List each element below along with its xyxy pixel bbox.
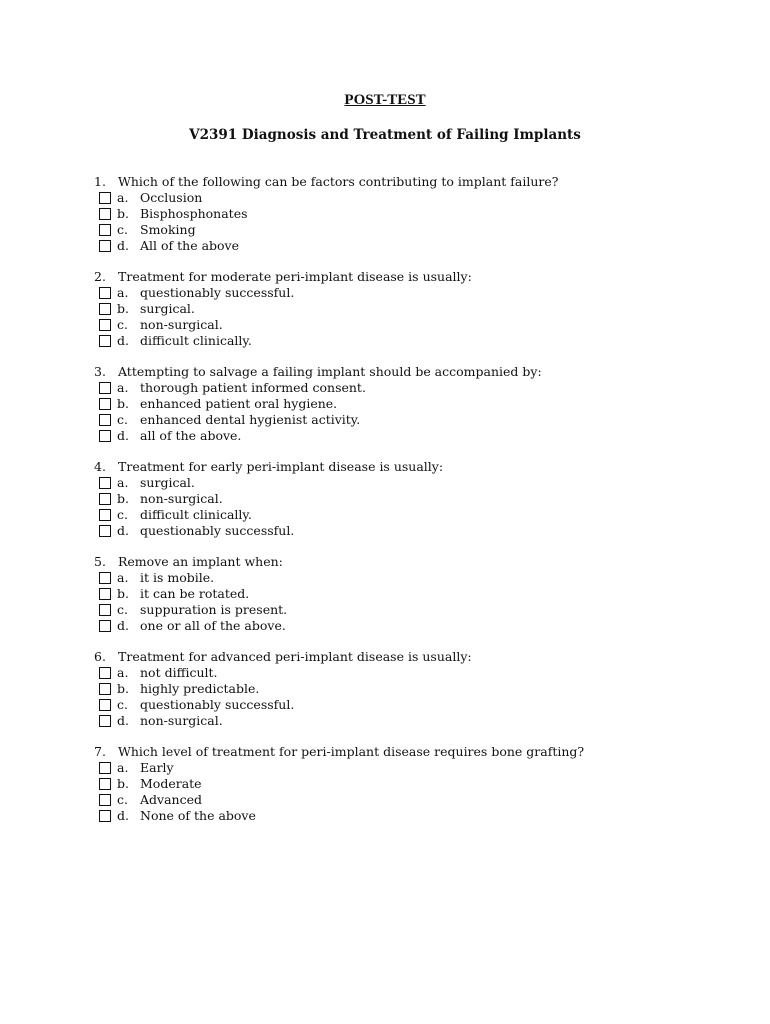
answer-checkbox[interactable]: [99, 794, 111, 806]
answer-checkbox[interactable]: [99, 778, 111, 790]
answer-checkbox[interactable]: [99, 699, 111, 711]
question-number: 6.: [94, 649, 106, 664]
question-7: [0, 744, 770, 824]
answer-checkbox[interactable]: [99, 240, 111, 252]
answer-checkbox[interactable]: [99, 192, 111, 204]
answer-checkbox[interactable]: [99, 477, 111, 489]
option-letter: a.: [117, 475, 129, 490]
option-letter: d.: [117, 333, 129, 348]
option-letter: b.: [117, 301, 129, 316]
option-letter: b.: [117, 491, 129, 506]
option-text: All of the above: [140, 238, 240, 253]
answer-checkbox[interactable]: [99, 588, 111, 600]
answer-option[interactable]: [0, 776, 770, 792]
option-letter: c.: [117, 602, 128, 617]
option-text: Early: [140, 760, 174, 775]
option-letter: a.: [117, 285, 129, 300]
question-number: 7.: [94, 744, 106, 759]
page-subtitle: V2391 Diagnosis and Treatment of Failing Implants: [189, 127, 581, 143]
answer-option[interactable]: [0, 602, 770, 618]
answer-option[interactable]: [0, 285, 770, 301]
option-letter: a.: [117, 570, 129, 585]
option-letter: d.: [117, 713, 129, 728]
answer-option[interactable]: [0, 333, 770, 349]
option-text: Moderate: [140, 776, 202, 791]
answer-checkbox[interactable]: [99, 683, 111, 695]
option-letter: c.: [117, 317, 128, 332]
option-text: highly predictable.: [140, 681, 260, 696]
answer-checkbox[interactable]: [99, 810, 111, 822]
question-text: Treatment for early peri-implant disease is usually:: [118, 459, 444, 474]
answer-checkbox[interactable]: [99, 667, 111, 679]
option-letter: c.: [117, 412, 128, 427]
question-list: [0, 174, 770, 839]
answer-option[interactable]: [0, 412, 770, 428]
answer-option[interactable]: [0, 396, 770, 412]
option-letter: b.: [117, 681, 129, 696]
answer-checkbox[interactable]: [99, 715, 111, 727]
answer-option[interactable]: [0, 697, 770, 713]
question-text: Which level of treatment for peri-implant disease requires bone grafting?: [118, 744, 585, 759]
option-text: non-surgical.: [140, 713, 223, 728]
option-letter: b.: [117, 206, 129, 221]
option-letter: d.: [117, 238, 129, 253]
page-title: POST-TEST: [344, 92, 426, 108]
answer-option[interactable]: [0, 570, 770, 586]
answer-option[interactable]: [0, 428, 770, 444]
question-line: [0, 269, 770, 285]
answer-option[interactable]: [0, 760, 770, 776]
answer-option[interactable]: [0, 665, 770, 681]
question-6: [0, 649, 770, 729]
answer-option[interactable]: [0, 491, 770, 507]
answer-option[interactable]: [0, 301, 770, 317]
answer-checkbox[interactable]: [99, 414, 111, 426]
answer-checkbox[interactable]: [99, 620, 111, 632]
answer-checkbox[interactable]: [99, 382, 111, 394]
answer-option[interactable]: [0, 713, 770, 729]
option-letter: d.: [117, 428, 129, 443]
option-letter: b.: [117, 586, 129, 601]
answer-option[interactable]: [0, 206, 770, 222]
answer-checkbox[interactable]: [99, 319, 111, 331]
option-letter: a.: [117, 190, 129, 205]
question-text: Remove an implant when:: [118, 554, 283, 569]
answer-checkbox[interactable]: [99, 303, 111, 315]
answer-option[interactable]: [0, 317, 770, 333]
question-number: 5.: [94, 554, 106, 569]
answer-option[interactable]: [0, 507, 770, 523]
answer-checkbox[interactable]: [99, 430, 111, 442]
option-text: enhanced patient oral hygiene.: [140, 396, 338, 411]
answer-checkbox[interactable]: [99, 398, 111, 410]
answer-checkbox[interactable]: [99, 762, 111, 774]
option-text: difficult clinically.: [140, 507, 252, 522]
option-text: all of the above.: [140, 428, 242, 443]
option-letter: d.: [117, 808, 129, 823]
question-number: 3.: [94, 364, 106, 379]
question-text: Treatment for moderate peri-implant disease is usually:: [118, 269, 472, 284]
option-text: Advanced: [140, 792, 202, 807]
answer-option[interactable]: [0, 618, 770, 634]
answer-checkbox[interactable]: [99, 208, 111, 220]
answer-option[interactable]: [0, 792, 770, 808]
question-number: 2.: [94, 269, 106, 284]
answer-checkbox[interactable]: [99, 224, 111, 236]
question-line: [0, 459, 770, 475]
question-5: [0, 554, 770, 634]
option-text: non-surgical.: [140, 317, 223, 332]
question-line: [0, 174, 770, 190]
answer-checkbox[interactable]: [99, 287, 111, 299]
option-letter: c.: [117, 222, 128, 237]
answer-option[interactable]: [0, 222, 770, 238]
option-letter: c.: [117, 507, 128, 522]
answer-option[interactable]: [0, 681, 770, 697]
answer-option[interactable]: [0, 380, 770, 396]
question-line: [0, 649, 770, 665]
option-text: not difficult.: [140, 665, 218, 680]
question-text: Which of the following can be factors contributing to implant failure?: [118, 174, 559, 189]
option-text: questionably successful.: [140, 523, 295, 538]
option-letter: c.: [117, 697, 128, 712]
question-line: [0, 744, 770, 760]
answer-option[interactable]: [0, 190, 770, 206]
question-line: [0, 554, 770, 570]
option-letter: d.: [117, 523, 129, 538]
option-text: surgical.: [140, 301, 195, 316]
option-text: Bisphosphonates: [140, 206, 248, 221]
question-text: Treatment for advanced peri-implant disease is usually:: [118, 649, 472, 664]
question-number: 1.: [94, 174, 106, 189]
option-letter: b.: [117, 396, 129, 411]
option-text: it is mobile.: [140, 570, 215, 585]
answer-option[interactable]: [0, 523, 770, 539]
answer-option[interactable]: [0, 586, 770, 602]
option-text: Occlusion: [140, 190, 203, 205]
question-1: [0, 174, 770, 254]
question-4: [0, 459, 770, 539]
answer-option[interactable]: [0, 238, 770, 254]
option-text: suppuration is present.: [140, 602, 288, 617]
option-text: enhanced dental hygienist activity.: [140, 412, 361, 427]
option-text: None of the above: [140, 808, 256, 823]
option-letter: c.: [117, 792, 128, 807]
option-text: difficult clinically.: [140, 333, 252, 348]
question-line: [0, 364, 770, 380]
question-text: Attempting to salvage a failing implant should be accompanied by:: [118, 364, 542, 379]
option-letter: b.: [117, 776, 129, 791]
question-2: [0, 269, 770, 349]
option-text: it can be rotated.: [140, 586, 250, 601]
answer-checkbox[interactable]: [99, 335, 111, 347]
question-3: [0, 364, 770, 444]
option-text: Smoking: [140, 222, 196, 237]
answer-checkbox[interactable]: [99, 604, 111, 616]
question-number: 4.: [94, 459, 106, 474]
option-text: surgical.: [140, 475, 195, 490]
answer-option[interactable]: [0, 475, 770, 491]
answer-option[interactable]: [0, 808, 770, 824]
option-letter: a.: [117, 665, 129, 680]
option-text: one or all of the above.: [140, 618, 286, 633]
option-text: thorough patient informed consent.: [140, 380, 366, 395]
option-letter: d.: [117, 618, 129, 633]
answer-checkbox[interactable]: [99, 509, 111, 521]
option-text: non-surgical.: [140, 491, 223, 506]
answer-checkbox[interactable]: [99, 525, 111, 537]
answer-checkbox[interactable]: [99, 493, 111, 505]
option-letter: a.: [117, 380, 129, 395]
answer-checkbox[interactable]: [99, 572, 111, 584]
option-text: questionably successful.: [140, 697, 295, 712]
option-letter: a.: [117, 760, 129, 775]
option-text: questionably successful.: [140, 285, 295, 300]
